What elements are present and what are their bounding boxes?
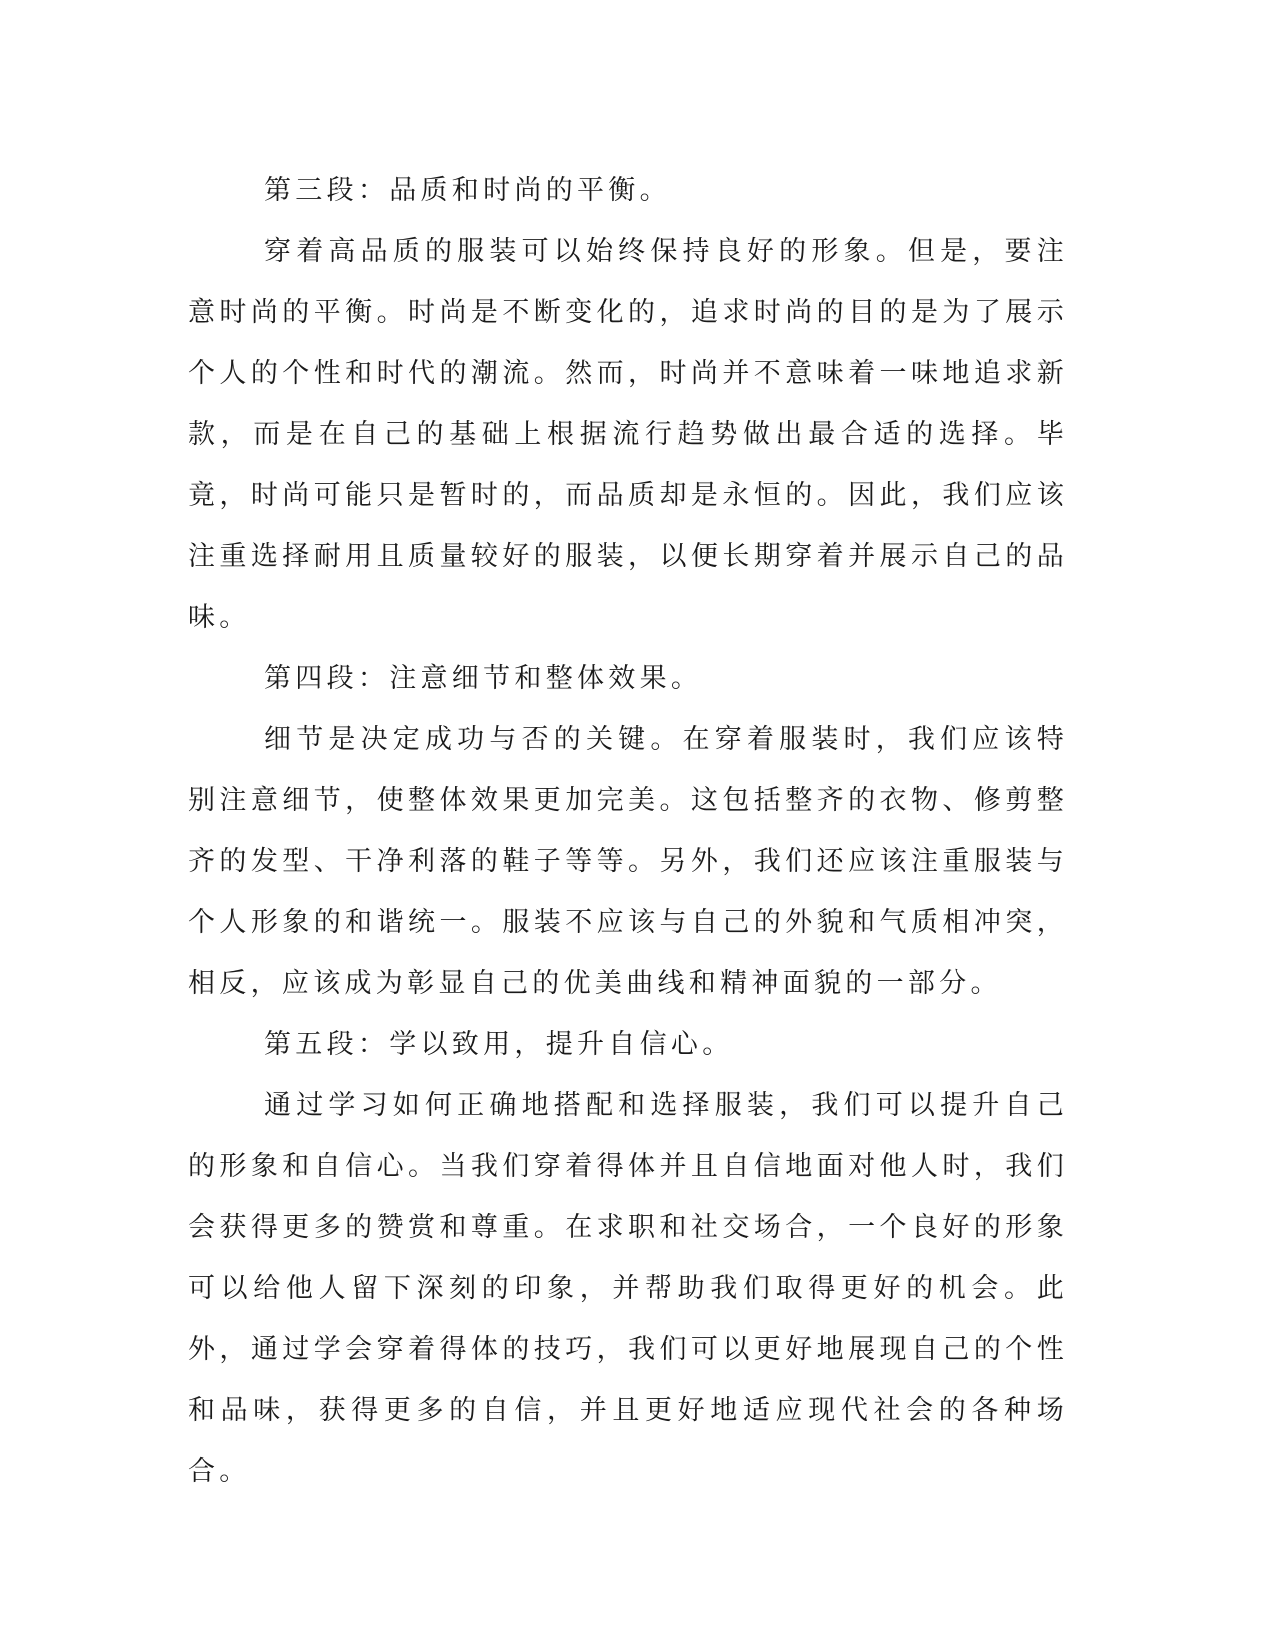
paragraph-quality-fashion: 穿着高品质的服装可以始终保持良好的形象。但是，要注意时尚的平衡。时尚是不断变化的，追求时尚的目的是为了展示个人的个性和时代的潮流。然而，时尚并不意味着一味地追求新款，而是在自己的基础上根据流行趋势做出最合适的选择。毕竟，时尚可能只是暂时的，而品质却是永恒的。因此，我们应该注重选择耐用且质量较好的服装，以便长期穿着并展示自己的品味。 bbox=[188, 236, 1068, 633]
section-heading-5: 第五段：学以致用，提升自信心。 bbox=[264, 1029, 734, 1060]
document-body bbox=[188, 160, 1068, 1502]
paragraph-confidence: 通过学习如何正确地搭配和选择服装，我们可以提升自己的形象和自信心。当我们穿着得体并且自信地面对他人时，我们会获得更多的赞赏和尊重。在求职和社交场合，一个良好的形象可以给他人留下深刻的印象，并帮助我们取得更好的机会。此外，通过学会穿着得体的技巧，我们可以更好地展现自己的个性和品味，获得更多的自信，并且更好地适应现代社会的各种场合。 bbox=[188, 1090, 1068, 1487]
paragraph-details: 细节是决定成功与否的关键。在穿着服装时，我们应该特别注意细节，使整体效果更加完美。这包括整齐的衣物、修剪整齐的发型、干净利落的鞋子等等。另外，我们还应该注重服装与个人形象的和谐统一。服装不应该与自己的外貌和气质相冲突，相反，应该成为彰显自己的优美曲线和精神面貌的一部分。 bbox=[188, 724, 1068, 999]
section-heading-4: 第四段：注意细节和整体效果。 bbox=[264, 663, 703, 694]
section-heading-3: 第三段：品质和时尚的平衡。 bbox=[264, 175, 671, 206]
